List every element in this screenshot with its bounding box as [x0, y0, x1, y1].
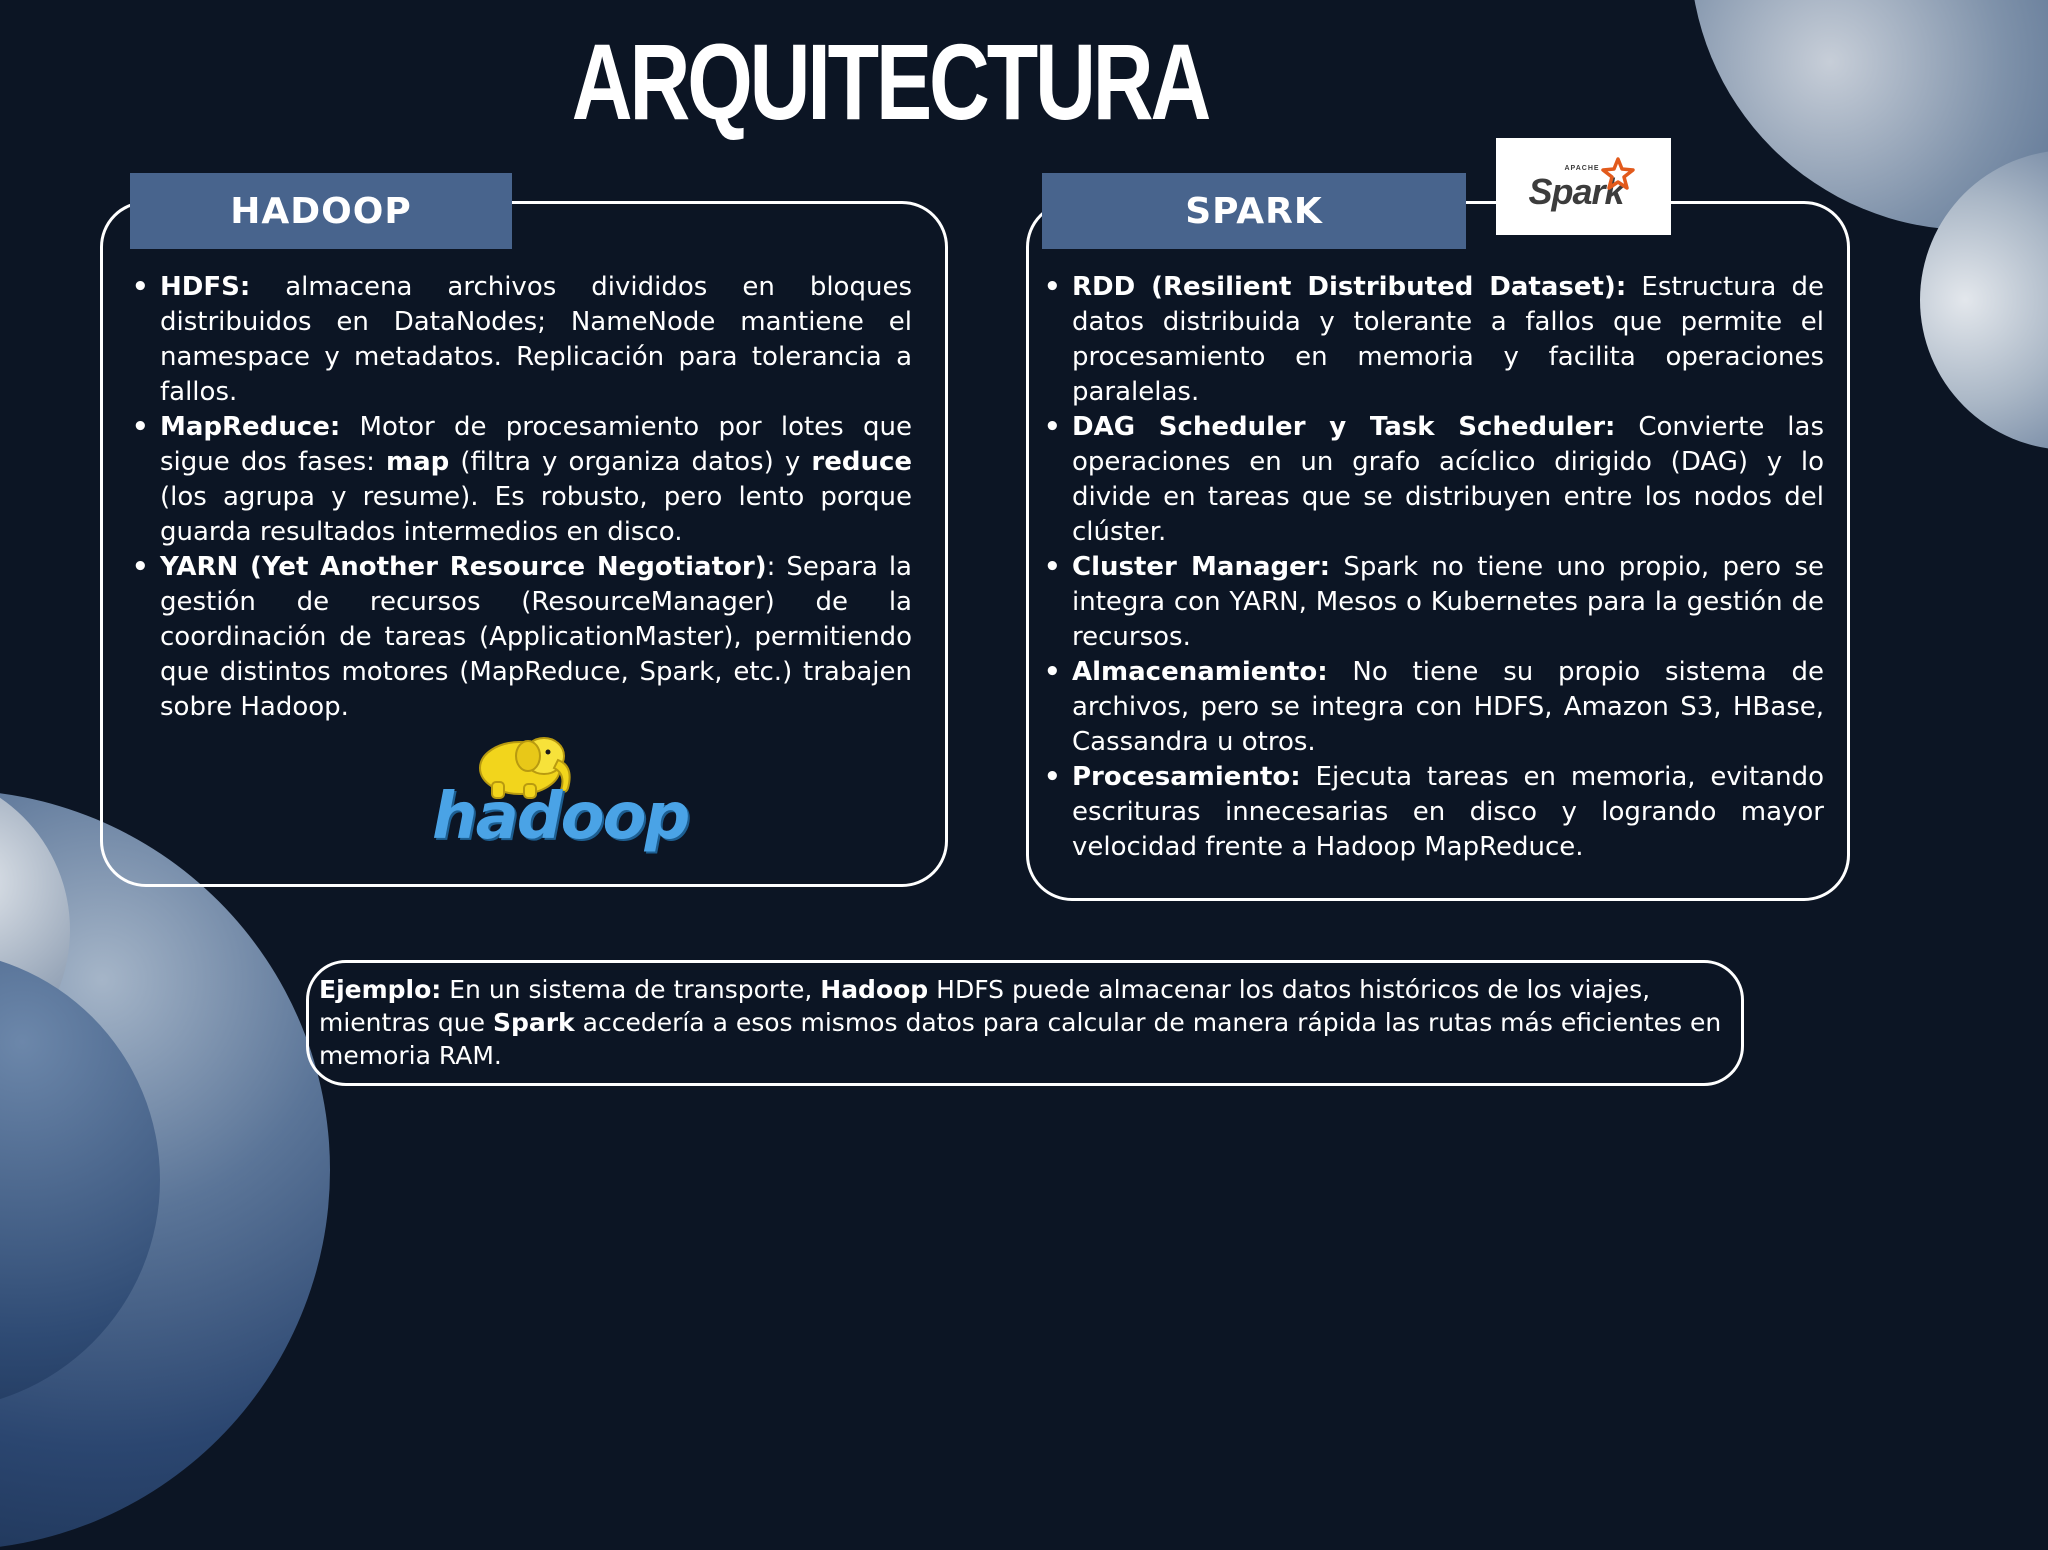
- item-text: Convierte las operaciones en un grafo acíclico dirigido (DAG) y lo divide en tareas que se distribuyen entre los nodos del clúster.: [1072, 412, 1824, 547]
- spark-logo-apache: APACHE: [1564, 164, 1600, 172]
- hadoop-logo: [432, 726, 732, 862]
- example-bold: Hadoop: [820, 975, 929, 1004]
- list-item: [1072, 550, 1824, 655]
- item-bold: reduce: [811, 447, 912, 477]
- example-text: En un sistema de transporte,: [441, 975, 821, 1004]
- hadoop-list: [160, 270, 912, 725]
- item-label: Almacenamiento:: [1072, 657, 1328, 687]
- list-item: [1072, 410, 1824, 550]
- item-text: almacena archivos divididos en bloques distribuidos en DataNodes; NameNode mantiene el namespace y metadatos. Replicación para tolerancia a fallos.: [160, 272, 912, 407]
- spark-logo: [1496, 138, 1671, 235]
- list-item: [160, 270, 912, 410]
- item-label: Procesamiento:: [1072, 762, 1301, 792]
- item-label: DAG Scheduler y Task Scheduler:: [1072, 412, 1616, 442]
- list-item: [160, 410, 912, 550]
- spark-list: [1072, 270, 1824, 865]
- example-label: Ejemplo:: [319, 975, 442, 1004]
- spark-header: SPARK: [1042, 173, 1466, 249]
- spark-logo-text: Spark: [1528, 170, 1624, 212]
- item-text: (filtra y organiza datos) y: [449, 447, 812, 477]
- list-item: [1072, 760, 1824, 865]
- item-label: Cluster Manager:: [1072, 552, 1330, 582]
- item-text: Estructura de datos distribuida y tolerante a fallos que permite el procesamiento en memoria y facilita operaciones paralelas.: [1072, 272, 1824, 407]
- example-text: HDFS puede almacenar los datos históricos de los viajes, mientras que: [319, 975, 1651, 1037]
- item-bold: map: [386, 447, 450, 477]
- list-item: [1072, 655, 1824, 760]
- hadoop-logo-text: hadoop: [432, 780, 689, 854]
- item-text: : Separa la gestión de recursos (ResourceManager) de la coordinación de tareas (ApplicationMaster), permitiendo que distintos motores (MapReduce, Spark, etc.) trabajen sobre Hadoop.: [160, 552, 912, 722]
- item-label: HDFS:: [160, 272, 251, 302]
- list-item: [160, 550, 912, 725]
- item-label: YARN (Yet Another Resource Negotiator): [160, 552, 767, 582]
- item-label: RDD (Resilient Distributed Dataset):: [1072, 272, 1627, 302]
- spark-star-icon: [1601, 157, 1635, 191]
- example-text: accedería a esos mismos datos para calcular de manera rápida las rutas más eficientes en memoria RAM.: [319, 1008, 1722, 1070]
- hadoop-header: HADOOP: [130, 173, 512, 249]
- item-text: (los agrupa y resume). Es robusto, pero lento porque guarda resultados intermedios en disco.: [160, 482, 912, 547]
- item-text: Spark no tiene uno propio, pero se integra con YARN, Mesos o Kubernetes para la gestión de recursos.: [1072, 552, 1824, 652]
- page-title: ARQUITECTURA: [571, 21, 1209, 142]
- item-label: MapReduce:: [160, 412, 341, 442]
- item-text: Motor de procesamiento por lotes que sigue dos fases:: [160, 412, 912, 477]
- example-bold: Spark: [492, 1008, 575, 1037]
- item-text: No tiene su propio sistema de archivos, pero se integra con HDFS, Amazon S3, HBase, Cassandra u otros.: [1072, 657, 1824, 757]
- list-item: [1072, 270, 1824, 410]
- item-text: Ejecuta tareas en memoria, evitando escrituras innecesarias en disco y logrando mayor velocidad frente a Hadoop MapReduce.: [1072, 762, 1824, 862]
- example-box: [306, 960, 1744, 1086]
